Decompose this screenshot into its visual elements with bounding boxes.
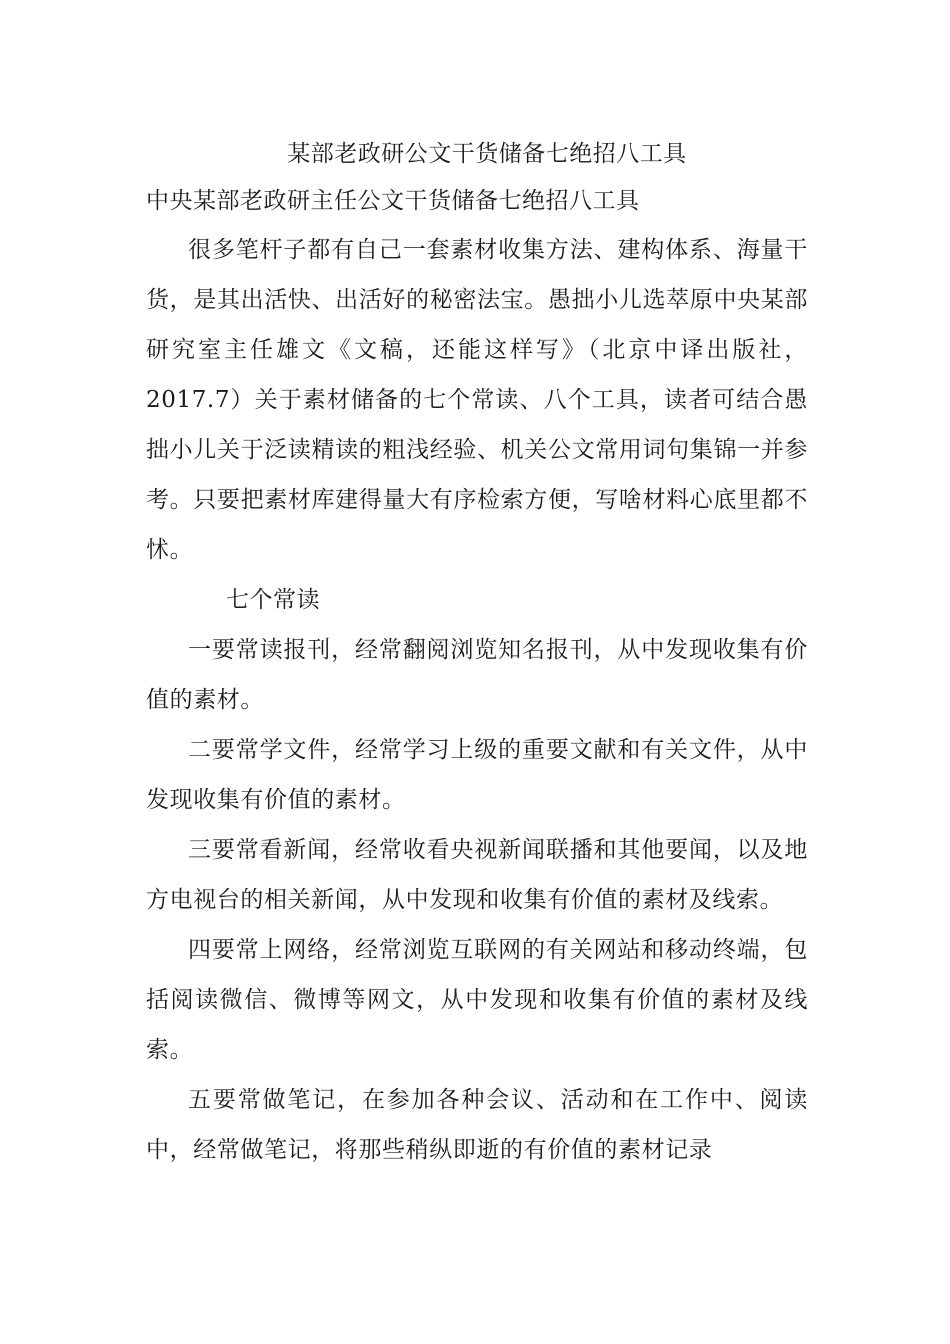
document-subtitle: 中央某部老政研主任公文干货储备七绝招八工具 <box>146 188 640 214</box>
list-item: 四要常上网络，经常浏览互联网的有关网站和移动终端，包括阅读微信、微博等网文，从中发现和收集有价值的素材及线索。 <box>146 937 808 1063</box>
list-item: 五要常做笔记，在参加各种会议、活动和在工作中、阅读中，经常做笔记，将那些稍纵即逝的有价值的素材记录 <box>146 1087 808 1163</box>
section-heading: 七个常读 <box>226 587 320 613</box>
document-title: 某部老政研公文干货储备七绝招八工具 <box>287 141 687 167</box>
document-body <box>146 225 808 1175</box>
list-item: 三要常看新闻，经常收看央视新闻联播和其他要闻，以及地方电视台的相关新闻，从中发现和收集有价值的素材及线索。 <box>146 837 808 913</box>
list-item: 二要常学文件，经常学习上级的重要文献和有关文件，从中发现收集有价值的素材。 <box>146 737 808 813</box>
list-item: 一要常读报刊，经常翻阅浏览知名报刊，从中发现收集有价值的素材。 <box>146 637 808 713</box>
intro-paragraph: 很多笔杆子都有自己一套素材收集方法、建构体系、海量干货，是其出活快、出活好的秘密法宝。愚拙小儿选萃原中央某部研究室主任雄文《文稿，还能这样写》（北京中译出版社，2017.7）关于素材储备的七个常读、八个工具，读者可结合愚拙小儿关于泛读精读的粗浅经验、机关公文常用词句集锦一并参考。只要把素材库建得量大有序检索方便，写啥材料心底里都不怵。 <box>146 237 808 563</box>
